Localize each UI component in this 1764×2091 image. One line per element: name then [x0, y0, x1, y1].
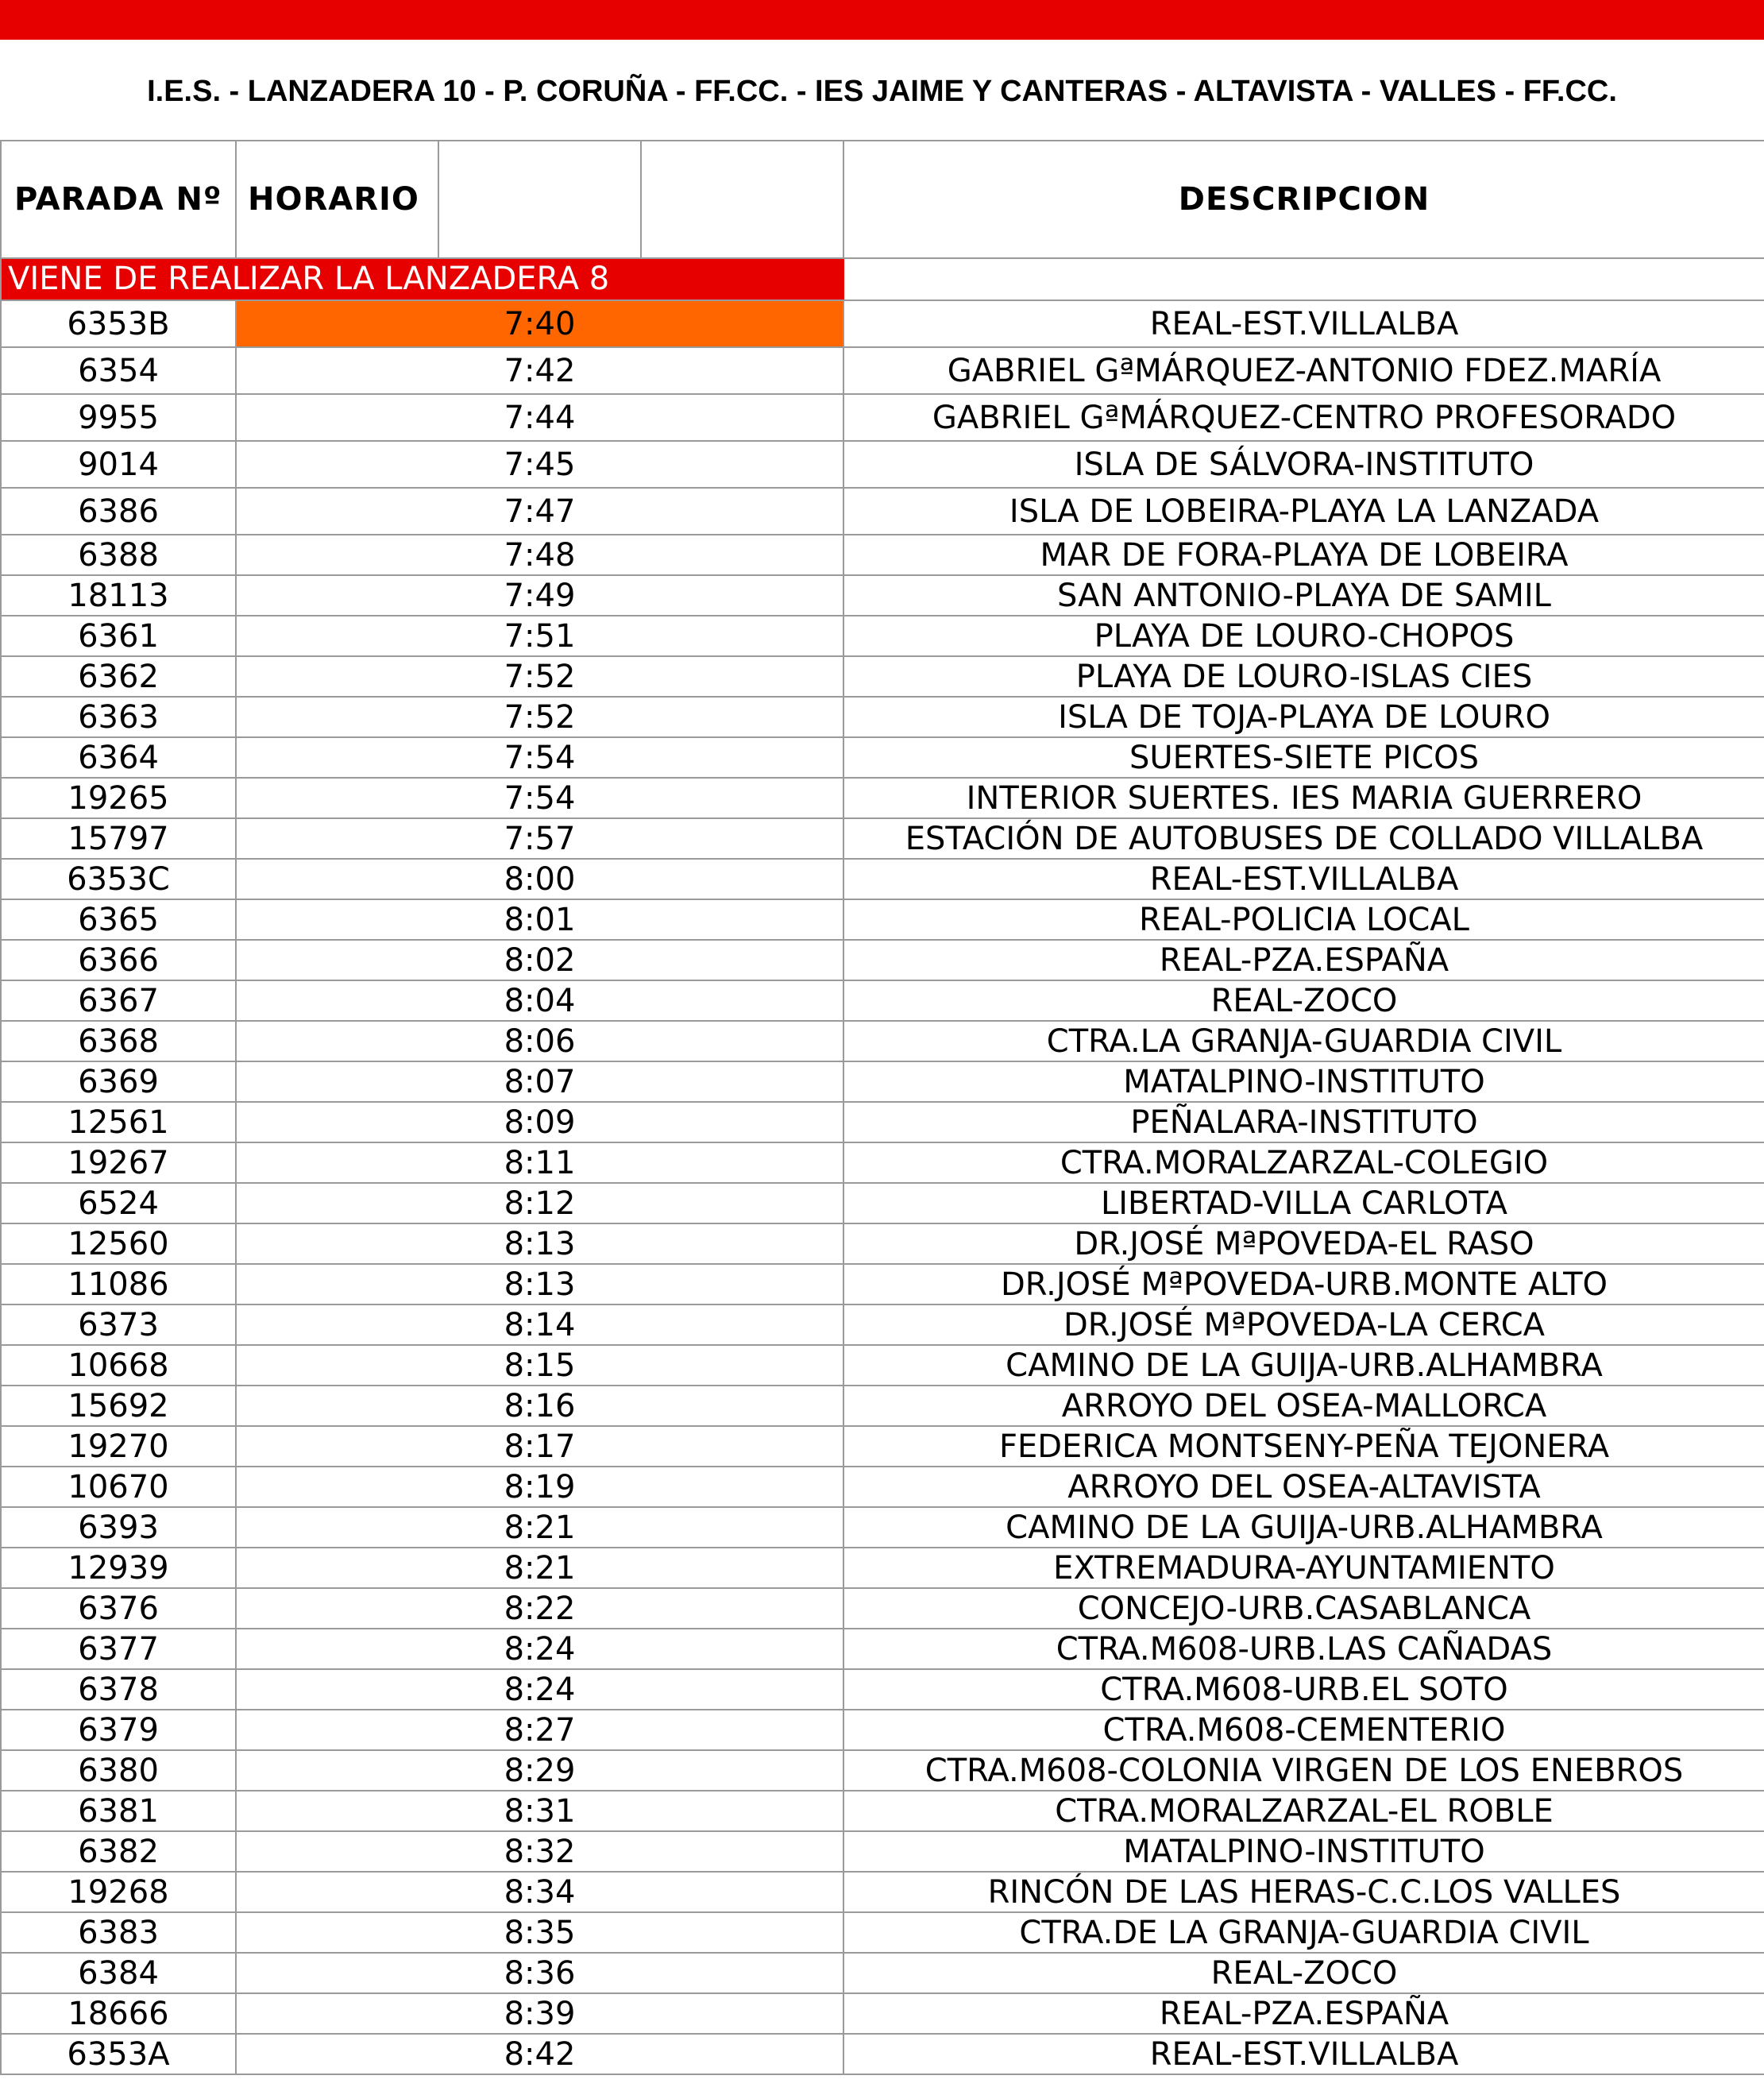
stop-time: 8:07 — [236, 1061, 843, 1102]
stop-time: 8:12 — [236, 1183, 843, 1223]
stop-description: SUERTES-SIETE PICOS — [843, 737, 1764, 778]
stop-number: 6524 — [1, 1183, 236, 1223]
stop-number: 19270 — [1, 1426, 236, 1467]
table-row — [1, 300, 1764, 347]
table-row — [1, 1629, 1764, 1669]
stop-description: EXTREMADURA-AYUNTAMIENTO — [843, 1548, 1764, 1588]
stop-number: 6366 — [1, 940, 236, 980]
table-row — [1, 1993, 1764, 2034]
note-row — [1, 258, 1764, 300]
table-row — [1, 1669, 1764, 1710]
stop-description: CTRA.M608-COLONIA VIRGEN DE LOS ENEBROS — [843, 1750, 1764, 1791]
table-row — [1, 1102, 1764, 1142]
stop-description: REAL-ZOCO — [843, 1953, 1764, 1993]
stop-description: REAL-POLICIA LOCAL — [843, 899, 1764, 940]
stop-description: ARROYO DEL OSEA-ALTAVISTA — [843, 1467, 1764, 1507]
stop-number: 12939 — [1, 1548, 236, 1588]
top-accent-bar — [0, 0, 1764, 40]
stop-description: REAL-EST.VILLALBA — [843, 2034, 1764, 2074]
stop-time: 8:35 — [236, 1912, 843, 1953]
header-descripcion: DESCRIPCION — [843, 141, 1764, 258]
stop-time: 8:36 — [236, 1953, 843, 1993]
page-title: I.E.S. - LANZADERA 10 - P. CORUÑA - FF.CC. - IES JAIME Y CANTERAS - ALTAVISTA - VALLES - FF.CC. — [147, 75, 1617, 108]
stop-time: 7:51 — [236, 616, 843, 656]
stop-time: 7:42 — [236, 347, 843, 394]
stop-description: REAL-EST.VILLALBA — [843, 859, 1764, 899]
stop-number: 6361 — [1, 616, 236, 656]
table-row — [1, 1953, 1764, 1993]
stop-number: 11086 — [1, 1264, 236, 1304]
table-row — [1, 697, 1764, 737]
stop-description: ESTACIÓN DE AUTOBUSES DE COLLADO VILLALBA — [843, 818, 1764, 859]
stop-number: 15692 — [1, 1386, 236, 1426]
stop-time: 8:17 — [236, 1426, 843, 1467]
stop-number: 6369 — [1, 1061, 236, 1102]
stop-time: 7:54 — [236, 778, 843, 818]
stop-time: 8:01 — [236, 899, 843, 940]
table-row — [1, 1223, 1764, 1264]
table-row — [1, 347, 1764, 394]
stop-time: 8:24 — [236, 1669, 843, 1710]
stop-time: 8:24 — [236, 1629, 843, 1669]
stop-number: 6354 — [1, 347, 236, 394]
stop-number: 6368 — [1, 1021, 236, 1061]
note-empty-cell — [843, 258, 1764, 300]
stop-description: MATALPINO-INSTITUTO — [843, 1061, 1764, 1102]
stop-time: 8:32 — [236, 1831, 843, 1872]
table-row — [1, 1588, 1764, 1629]
table-row — [1, 1467, 1764, 1507]
note-banner: VIENE DE REALIZAR LA LANZADERA 8 — [1, 258, 843, 300]
stop-number: 6353A — [1, 2034, 236, 2074]
stop-number: 15797 — [1, 818, 236, 859]
stop-number: 6381 — [1, 1791, 236, 1831]
table-row — [1, 1912, 1764, 1953]
stop-time: 8:13 — [236, 1264, 843, 1304]
table-row — [1, 940, 1764, 980]
stop-time: 7:52 — [236, 697, 843, 737]
stop-description: REAL-EST.VILLALBA — [843, 300, 1764, 347]
stop-description: PLAYA DE LOURO-ISLAS CIES — [843, 656, 1764, 697]
stop-time: 8:19 — [236, 1467, 843, 1507]
table-row — [1, 441, 1764, 488]
stop-number: 6388 — [1, 535, 236, 575]
stop-description: REAL-PZA.ESPAÑA — [843, 940, 1764, 980]
stop-time: 8:00 — [236, 859, 843, 899]
stop-time: 8:13 — [236, 1223, 843, 1264]
stop-description: REAL-PZA.ESPAÑA — [843, 1993, 1764, 2034]
table-row — [1, 1831, 1764, 1872]
table-row — [1, 818, 1764, 859]
stop-description: CTRA.MORALZARZAL-EL ROBLE — [843, 1791, 1764, 1831]
stop-description: PLAYA DE LOURO-CHOPOS — [843, 616, 1764, 656]
header-empty-1 — [438, 141, 641, 258]
table-row — [1, 1872, 1764, 1912]
stop-number: 10668 — [1, 1345, 236, 1386]
stop-number: 12561 — [1, 1102, 236, 1142]
stop-number: 19267 — [1, 1142, 236, 1183]
table-row — [1, 616, 1764, 656]
stop-number: 6379 — [1, 1710, 236, 1750]
stop-time: 8:15 — [236, 1345, 843, 1386]
stop-time: 8:09 — [236, 1102, 843, 1142]
stop-time: 8:14 — [236, 1304, 843, 1345]
header-empty-2 — [641, 141, 843, 258]
stop-description: DR.JOSÉ MªPOVEDA-URB.MONTE ALTO — [843, 1264, 1764, 1304]
stop-time: 7:48 — [236, 535, 843, 575]
stop-description: PEÑALARA-INSTITUTO — [843, 1102, 1764, 1142]
stop-description: GABRIEL GªMÁRQUEZ-CENTRO PROFESORADO — [843, 394, 1764, 441]
table-row — [1, 488, 1764, 535]
stop-number: 9014 — [1, 441, 236, 488]
stop-description: ISLA DE SÁLVORA-INSTITUTO — [843, 441, 1764, 488]
table-row — [1, 980, 1764, 1021]
stop-time: 7:45 — [236, 441, 843, 488]
stop-time: 7:52 — [236, 656, 843, 697]
table-row — [1, 1061, 1764, 1102]
table-row — [1, 1345, 1764, 1386]
table-row — [1, 1142, 1764, 1183]
stop-description: ISLA DE LOBEIRA-PLAYA LA LANZADA — [843, 488, 1764, 535]
stop-number: 19265 — [1, 778, 236, 818]
table-row — [1, 1386, 1764, 1426]
table-header-row — [1, 141, 1764, 258]
stop-time: 8:39 — [236, 1993, 843, 2034]
stop-description: ISLA DE TOJA-PLAYA DE LOURO — [843, 697, 1764, 737]
stop-number: 6380 — [1, 1750, 236, 1791]
stop-number: 6363 — [1, 697, 236, 737]
stop-time: 7:40 — [236, 300, 843, 347]
stop-description: GABRIEL GªMÁRQUEZ-ANTONIO FDEZ.MARÍA — [843, 347, 1764, 394]
stop-description: MAR DE FORA-PLAYA DE LOBEIRA — [843, 535, 1764, 575]
stop-description: CTRA.M608-URB.EL SOTO — [843, 1669, 1764, 1710]
table-row — [1, 394, 1764, 441]
stop-number: 6393 — [1, 1507, 236, 1548]
stop-description: DR.JOSÉ MªPOVEDA-LA CERCA — [843, 1304, 1764, 1345]
stop-time: 8:16 — [236, 1386, 843, 1426]
table-row — [1, 1183, 1764, 1223]
stop-time: 8:11 — [236, 1142, 843, 1183]
table-row — [1, 535, 1764, 575]
table-row — [1, 778, 1764, 818]
stop-description: CAMINO DE LA GUIJA-URB.ALHAMBRA — [843, 1507, 1764, 1548]
stop-time: 7:47 — [236, 488, 843, 535]
stop-description: SAN ANTONIO-PLAYA DE SAMIL — [843, 575, 1764, 616]
table-row — [1, 899, 1764, 940]
stop-description: ARROYO DEL OSEA-MALLORCA — [843, 1386, 1764, 1426]
stop-description: RINCÓN DE LAS HERAS-C.C.LOS VALLES — [843, 1872, 1764, 1912]
table-row — [1, 2034, 1764, 2074]
stop-description: CTRA.MORALZARZAL-COLEGIO — [843, 1142, 1764, 1183]
table-row — [1, 1791, 1764, 1831]
stop-number: 6382 — [1, 1831, 236, 1872]
stop-number: 9955 — [1, 394, 236, 441]
stop-description: CTRA.M608-CEMENTERIO — [843, 1710, 1764, 1750]
table-row — [1, 859, 1764, 899]
stop-number: 6383 — [1, 1912, 236, 1953]
stop-time: 7:44 — [236, 394, 843, 441]
stop-time: 8:42 — [236, 2034, 843, 2074]
stop-description: CONCEJO-URB.CASABLANCA — [843, 1588, 1764, 1629]
header-parada: PARADA Nº — [1, 141, 236, 258]
table-row — [1, 575, 1764, 616]
stop-time: 7:54 — [236, 737, 843, 778]
stop-number: 18113 — [1, 575, 236, 616]
stop-time: 8:22 — [236, 1588, 843, 1629]
stop-time: 8:04 — [236, 980, 843, 1021]
stop-number: 6373 — [1, 1304, 236, 1345]
stop-description: LIBERTAD-VILLA CARLOTA — [843, 1183, 1764, 1223]
stop-description: CTRA.LA GRANJA-GUARDIA CIVIL — [843, 1021, 1764, 1061]
stop-number: 6386 — [1, 488, 236, 535]
stop-description: CAMINO DE LA GUIJA-URB.ALHAMBRA — [843, 1345, 1764, 1386]
stop-time: 7:57 — [236, 818, 843, 859]
stop-time: 8:21 — [236, 1548, 843, 1588]
stop-time: 8:34 — [236, 1872, 843, 1912]
stop-description: MATALPINO-INSTITUTO — [843, 1831, 1764, 1872]
stop-number: 6376 — [1, 1588, 236, 1629]
stop-number: 6384 — [1, 1953, 236, 1993]
stop-time: 8:02 — [236, 940, 843, 980]
schedule-table — [0, 140, 1764, 2075]
stop-time: 8:29 — [236, 1750, 843, 1791]
stop-time: 8:31 — [236, 1791, 843, 1831]
stop-description: DR.JOSÉ MªPOVEDA-EL RASO — [843, 1223, 1764, 1264]
table-row — [1, 1507, 1764, 1548]
stop-number: 6364 — [1, 737, 236, 778]
table-row — [1, 1710, 1764, 1750]
stop-description: CTRA.M608-URB.LAS CAÑADAS — [843, 1629, 1764, 1669]
stop-number: 6367 — [1, 980, 236, 1021]
table-row — [1, 1548, 1764, 1588]
table-row — [1, 1021, 1764, 1061]
stop-number: 6377 — [1, 1629, 236, 1669]
table-row — [1, 1426, 1764, 1467]
table-row — [1, 1304, 1764, 1345]
stop-number: 12560 — [1, 1223, 236, 1264]
stop-number: 6362 — [1, 656, 236, 697]
stop-number: 6353B — [1, 300, 236, 347]
table-row — [1, 1264, 1764, 1304]
stop-number: 6378 — [1, 1669, 236, 1710]
header-horario: HORARIO — [236, 141, 438, 258]
stop-description: FEDERICA MONTSENY-PEÑA TEJONERA — [843, 1426, 1764, 1467]
stop-description: INTERIOR SUERTES. IES MARIA GUERRERO — [843, 778, 1764, 818]
stop-number: 6353C — [1, 859, 236, 899]
stop-time: 7:49 — [236, 575, 843, 616]
stop-number: 6365 — [1, 899, 236, 940]
table-row — [1, 1750, 1764, 1791]
stop-time: 8:27 — [236, 1710, 843, 1750]
stop-description: REAL-ZOCO — [843, 980, 1764, 1021]
stop-number: 19268 — [1, 1872, 236, 1912]
stop-number: 10670 — [1, 1467, 236, 1507]
stop-time: 8:06 — [236, 1021, 843, 1061]
table-row — [1, 737, 1764, 778]
table-row — [1, 656, 1764, 697]
stop-description: CTRA.DE LA GRANJA-GUARDIA CIVIL — [843, 1912, 1764, 1953]
stop-number: 18666 — [1, 1993, 236, 2034]
stop-time: 8:21 — [236, 1507, 843, 1548]
